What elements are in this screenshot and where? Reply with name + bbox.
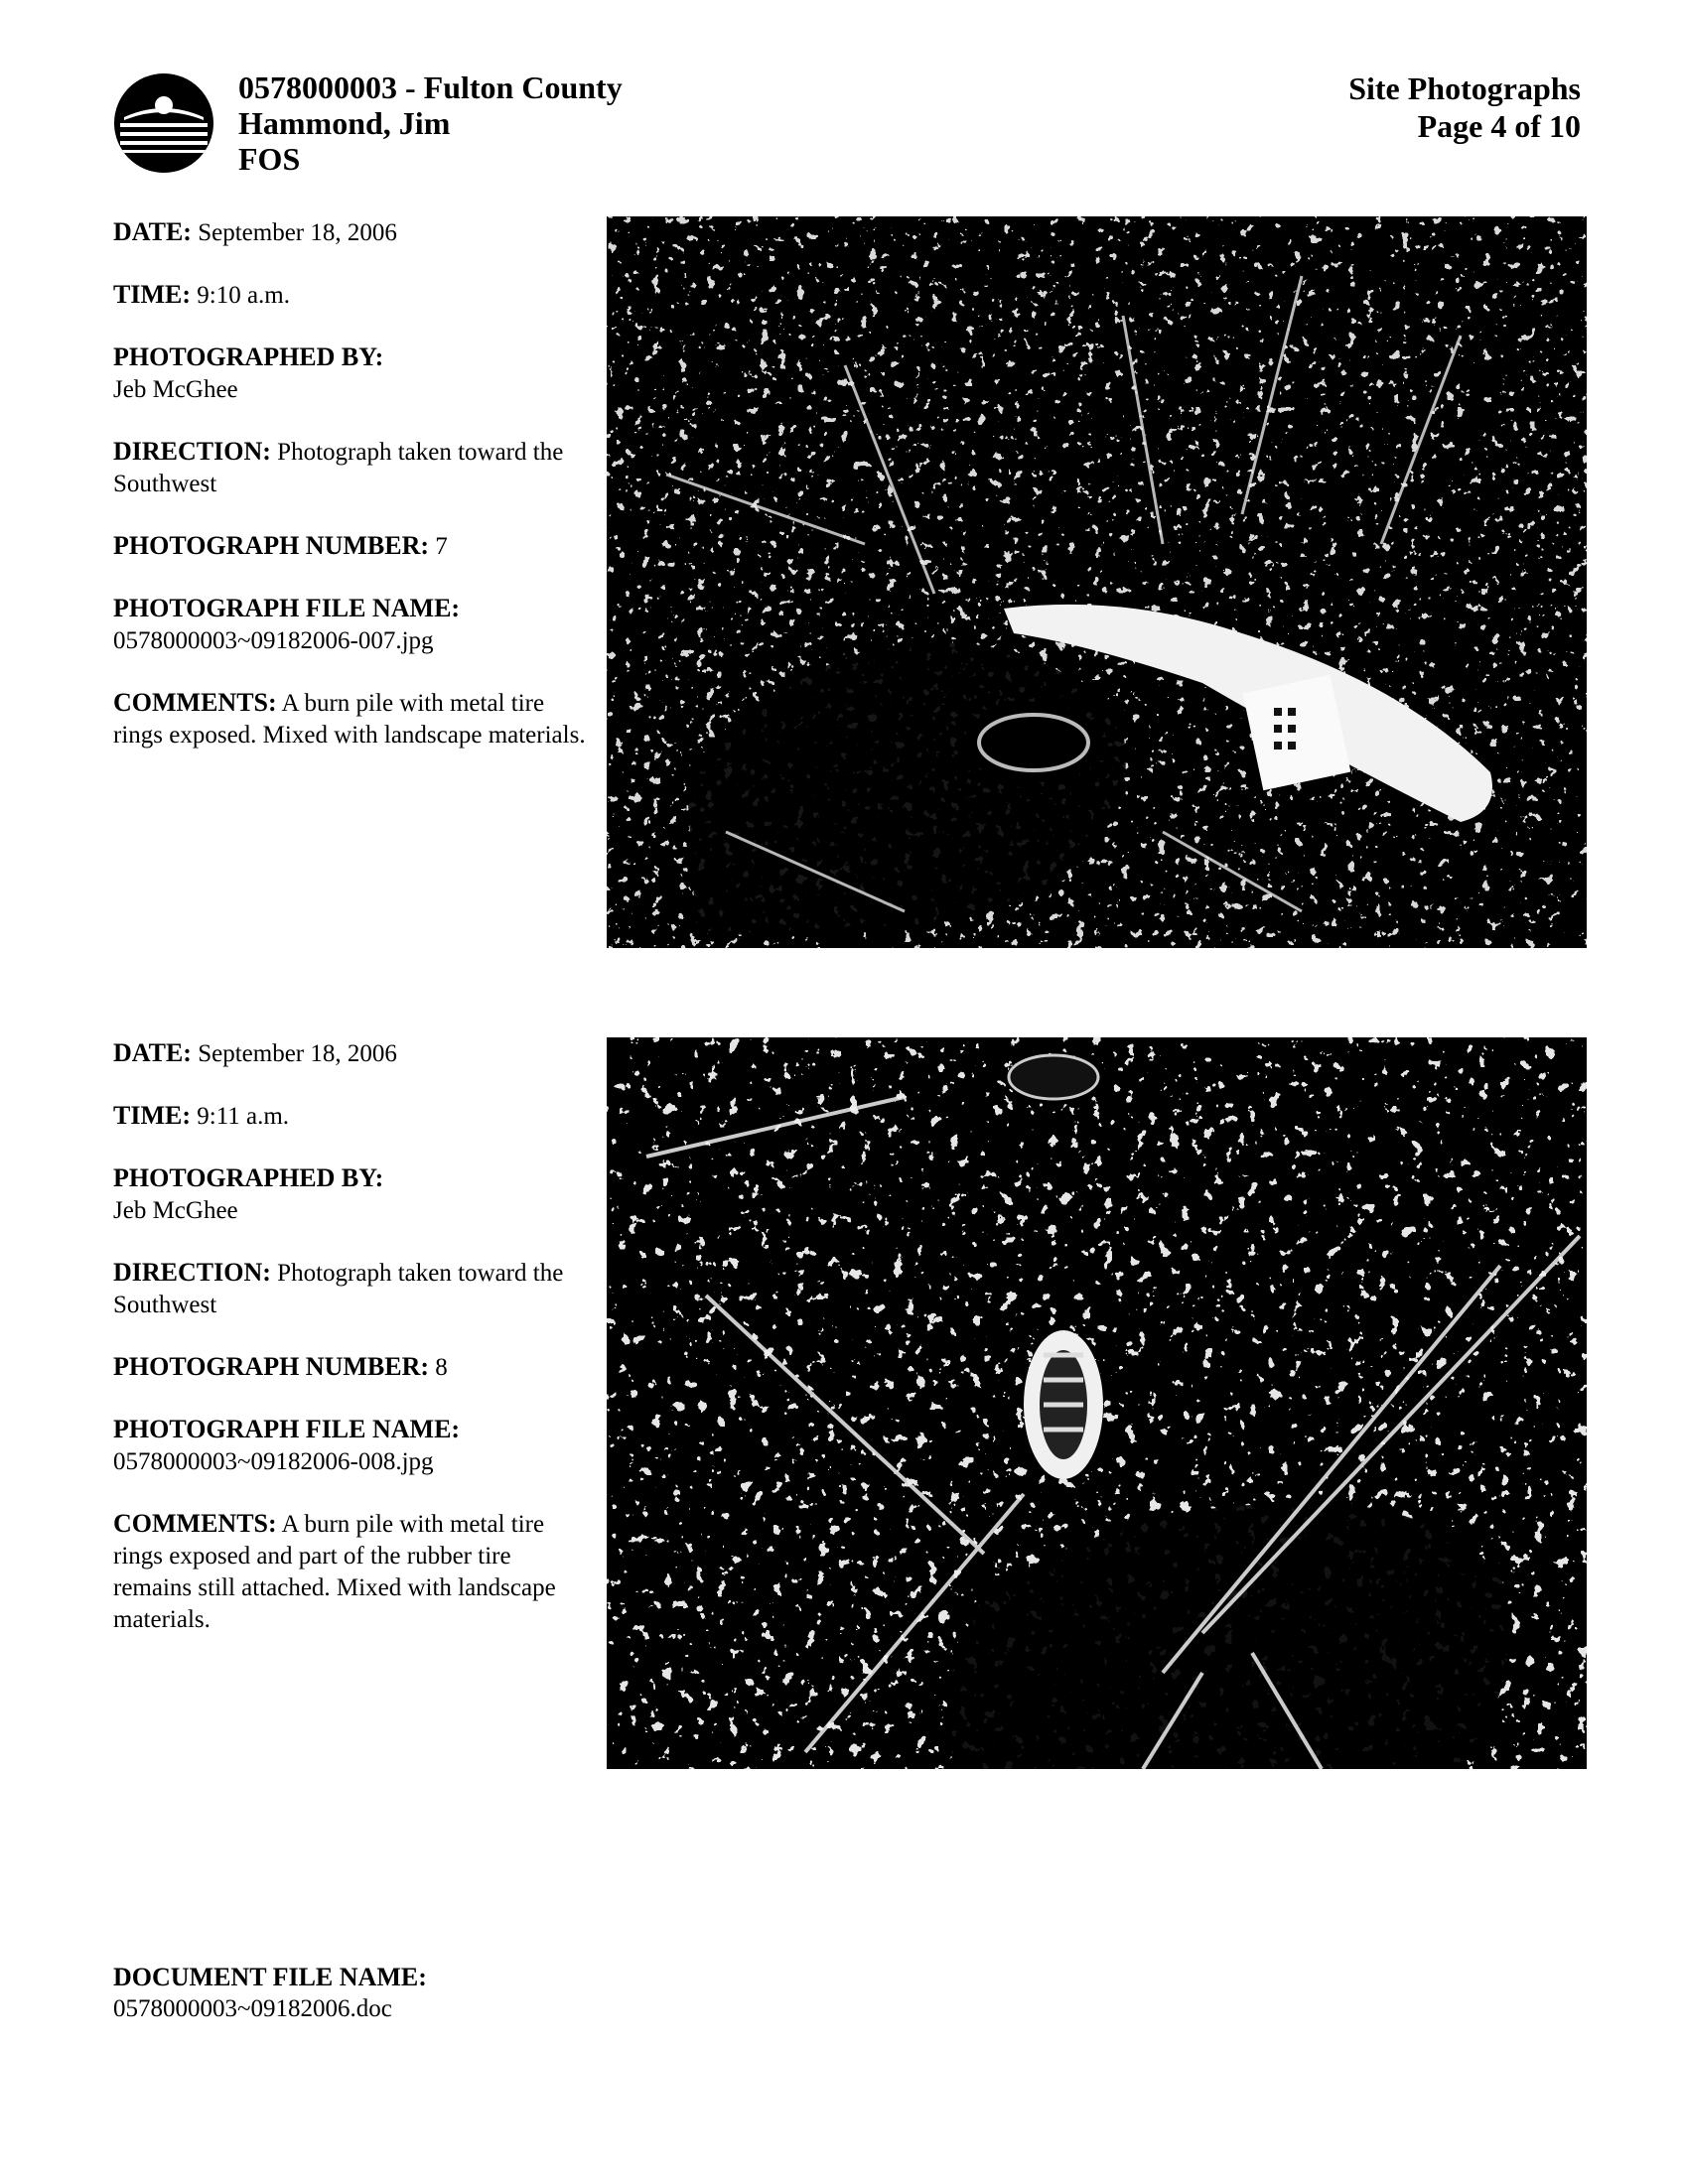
date-field (113, 1037, 590, 1070)
photo-number-label: PHOTOGRAPH NUMBER: (113, 1352, 430, 1381)
direction-field (113, 1257, 590, 1321)
file-name-label: PHOTOGRAPH FILE NAME: (113, 1415, 461, 1443)
file-name-label: PHOTOGRAPH FILE NAME: (113, 594, 461, 622)
photo-number-field (113, 530, 590, 563)
direction-label: DIRECTION: (113, 437, 271, 466)
program-code-line: FOS (238, 141, 301, 177)
date-value: September 18, 2006 (198, 1040, 397, 1067)
site-photo-7 (607, 216, 1587, 948)
photographer-label: PHOTOGRAPHED BY: (113, 1163, 384, 1192)
site-id-line: 0578000003 - Fulton County (238, 69, 623, 105)
document-file-name-label: DOCUMENT FILE NAME: (113, 1963, 427, 1991)
site-header (238, 69, 623, 177)
time-field (113, 1100, 590, 1133)
photographer-field (113, 1162, 590, 1227)
time-field (113, 279, 590, 312)
page-header-right (1348, 69, 1581, 145)
photo-number-value: 8 (435, 1354, 448, 1381)
comments-label: COMMENTS: (113, 1509, 277, 1538)
time-value: 9:10 a.m. (197, 282, 290, 309)
date-label: DATE: (113, 1038, 192, 1067)
agency-seal-icon (112, 71, 215, 175)
comments-label: COMMENTS: (113, 688, 277, 717)
photo-info-block-1 (113, 216, 590, 781)
photo-info-block-2 (113, 1037, 590, 1666)
date-value: September 18, 2006 (198, 219, 397, 246)
photographer-value: Jeb McGhee (113, 1197, 238, 1224)
document-file-name-value: 0578000003~09182006.doc (113, 1995, 392, 2022)
photo-number-field (113, 1351, 590, 1384)
comments-field (113, 687, 590, 751)
direction-value: Photograph taken toward the Southwest (113, 439, 564, 497)
page-number: Page 4 of 10 (1417, 108, 1581, 144)
photographer-value: Jeb McGhee (113, 376, 238, 403)
comments-value: A burn pile with metal tire rings exposed. Mixed with landscape materials. (113, 690, 586, 749)
photographer-field (113, 341, 590, 406)
photo-number-label: PHOTOGRAPH NUMBER: (113, 531, 430, 560)
date-field (113, 216, 590, 249)
direction-field (113, 436, 590, 500)
direction-value: Photograph taken toward the Southwest (113, 1260, 564, 1318)
direction-label: DIRECTION: (113, 1258, 271, 1287)
site-photo-8 (607, 1037, 1587, 1769)
comments-value: A burn pile with metal tire rings exposed and part of the rubber tire remains still attached. Mixed with landscape materials. (113, 1511, 556, 1633)
time-value: 9:11 a.m. (197, 1103, 290, 1130)
date-label: DATE: (113, 217, 192, 246)
file-name-value: 0578000003~09182006-007.jpg (113, 627, 434, 654)
document-footer (113, 1962, 427, 2025)
section-title: Site Photographs (1348, 70, 1581, 106)
photographer-label: PHOTOGRAPHED BY: (113, 342, 384, 371)
comments-field (113, 1508, 590, 1636)
photo-number-value: 7 (435, 533, 448, 560)
time-label: TIME: (113, 280, 191, 309)
owner-line: Hammond, Jim (238, 105, 451, 141)
file-name-field (113, 593, 590, 657)
file-name-value: 0578000003~09182006-008.jpg (113, 1448, 434, 1475)
file-name-field (113, 1414, 590, 1478)
time-label: TIME: (113, 1101, 191, 1130)
